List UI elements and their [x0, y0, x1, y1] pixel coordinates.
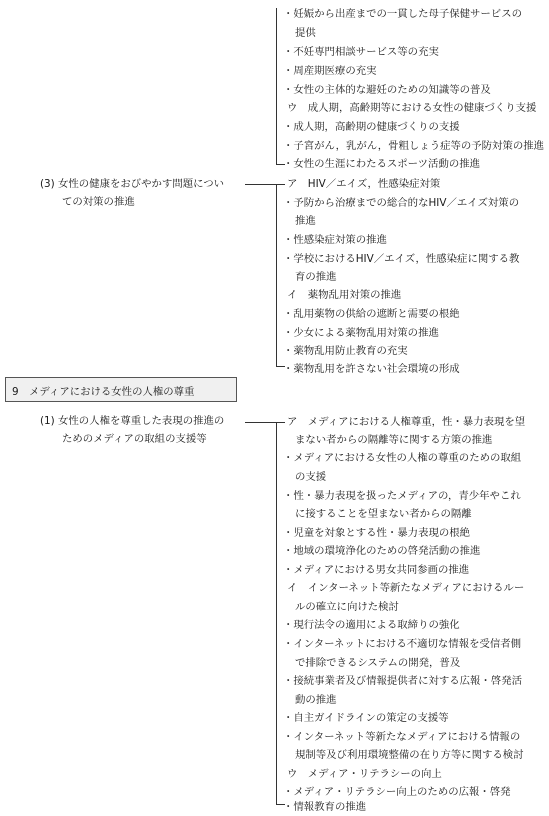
item1-line-11: ルの確立に向けた検討 — [295, 601, 399, 613]
item1-line-8: ・地域の環境浄化のための啓発活動の推進 — [283, 545, 481, 557]
item1-line-13: ・インターネットにおける不適切な情報を受信者側 — [283, 638, 522, 650]
top-line-5: ・女性の主体的な避妊のための知識等の普及 — [283, 84, 491, 96]
bracket-top-vertical — [276, 8, 277, 164]
item1-line-21: ・メディア・リテラシー向上のための広報・啓発 — [283, 786, 511, 798]
top-line-7: ・成人期，高齢期の健康づくりの支援 — [283, 121, 460, 133]
top-line-9: ・女性の生涯にわたるスポーツ活動の推進 — [283, 158, 481, 170]
item1-line-20: ウ メディア・リテラシーの向上 — [287, 768, 442, 780]
item3-line-10: ・薬物乱用防止教育の充実 — [283, 345, 408, 357]
top-line-2: 提供 — [295, 27, 316, 39]
top-line-6: ウ 成人期，高齢期等における女性の健康づくり支援 — [287, 102, 537, 114]
top-line-3: ・不妊専門相談サービス等の充実 — [283, 46, 439, 58]
bracket-item1-connector — [245, 422, 276, 423]
item3-label-line-2: ての対策の推進 — [62, 196, 135, 208]
item3-line-2: ・予防から治療までの総合的なHIV／エイズ対策の — [283, 197, 520, 209]
item1-line-7: ・児童を対象とする性・暴力表現の根絶 — [283, 527, 471, 539]
item1-label-line-2: ためのメディアの取組の支援等 — [62, 433, 207, 445]
item1-label-line-1: (1) 女性の人権を尊重した表現の推進の — [40, 415, 225, 427]
item1-line-15: ・接続事業者及び情報提供者に対する広報・啓発活 — [283, 675, 522, 687]
item3-line-5: ・学校におけるHIV／エイズ，性感染症に関する教 — [283, 253, 520, 265]
item1-line-9: ・メディアにおける男女共同参画の推進 — [283, 564, 470, 576]
bracket-item3-vertical — [276, 184, 277, 366]
item1-line-14: で排除できるシステムの開発，普及 — [295, 657, 461, 669]
section-9-heading-text: 9 メディアにおける女性の人権の尊重 — [12, 386, 195, 398]
item3-line-3: 推進 — [295, 215, 316, 227]
item1-line-19: 規制等及び利用環境整備の在り方等に関する検討 — [295, 749, 524, 761]
item3-label-line-1: (3) 女性の健康をおびやかす問題につい — [40, 178, 225, 190]
item3-line-7: イ 薬物乱用対策の推進 — [287, 289, 402, 301]
bracket-item3-connector — [245, 184, 276, 185]
item1-line-17: ・自主ガイドラインの策定の支援等 — [283, 712, 449, 724]
item3-line-11: ・薬物乱用を許さない社会環境の形成 — [283, 363, 460, 375]
bracket-item1-start — [276, 422, 285, 423]
item1-line-22: ・情報教育の推進 — [283, 801, 367, 813]
item1-line-4: の支援 — [295, 471, 327, 483]
item1-line-6: に接することを望まない者からの隔離 — [295, 508, 472, 520]
item1-line-10: イ インターネット等新たなメディアにおけるルー — [287, 582, 525, 594]
top-line-1: ・妊娠から出産までの一貫した母子保健サービスの — [283, 8, 522, 20]
item3-line-4: ・性感染症対策の推進 — [283, 234, 387, 246]
item1-line-3: ・メディアにおける女性の人権の尊重のための取組 — [283, 452, 522, 464]
bracket-item1-vertical — [276, 422, 277, 804]
item1-line-1: ア メディアにおける人権尊重，性・暴力表現を望 — [287, 416, 526, 428]
item3-line-1: ア HIV／エイズ，性感染症対策 — [287, 178, 441, 190]
bracket-item3-start — [276, 184, 285, 185]
item1-line-18: ・インターネット等新たなメディアにおける情報の — [283, 731, 521, 743]
item1-line-16: 動の推進 — [295, 694, 337, 706]
item3-line-8: ・乱用薬物の供給の遮断と需要の根絶 — [283, 308, 460, 320]
item1-line-5: ・性・暴力表現を扱ったメディアの，青少年やこれ — [283, 490, 521, 502]
top-line-4: ・周産期医療の充実 — [283, 65, 377, 77]
section-9-heading — [5, 377, 237, 402]
item1-line-12: ・現行法令の適用による取締りの強化 — [283, 619, 460, 631]
item3-line-6: 育の推進 — [295, 271, 337, 283]
item3-line-9: ・少女による薬物乱用対策の推進 — [283, 327, 439, 339]
top-line-8: ・子宮がん，乳がん，骨粗しょう症等の予防対策の推進 — [283, 140, 545, 152]
item1-line-2: まない者からの隔離等に関する方策の推進 — [295, 434, 493, 446]
